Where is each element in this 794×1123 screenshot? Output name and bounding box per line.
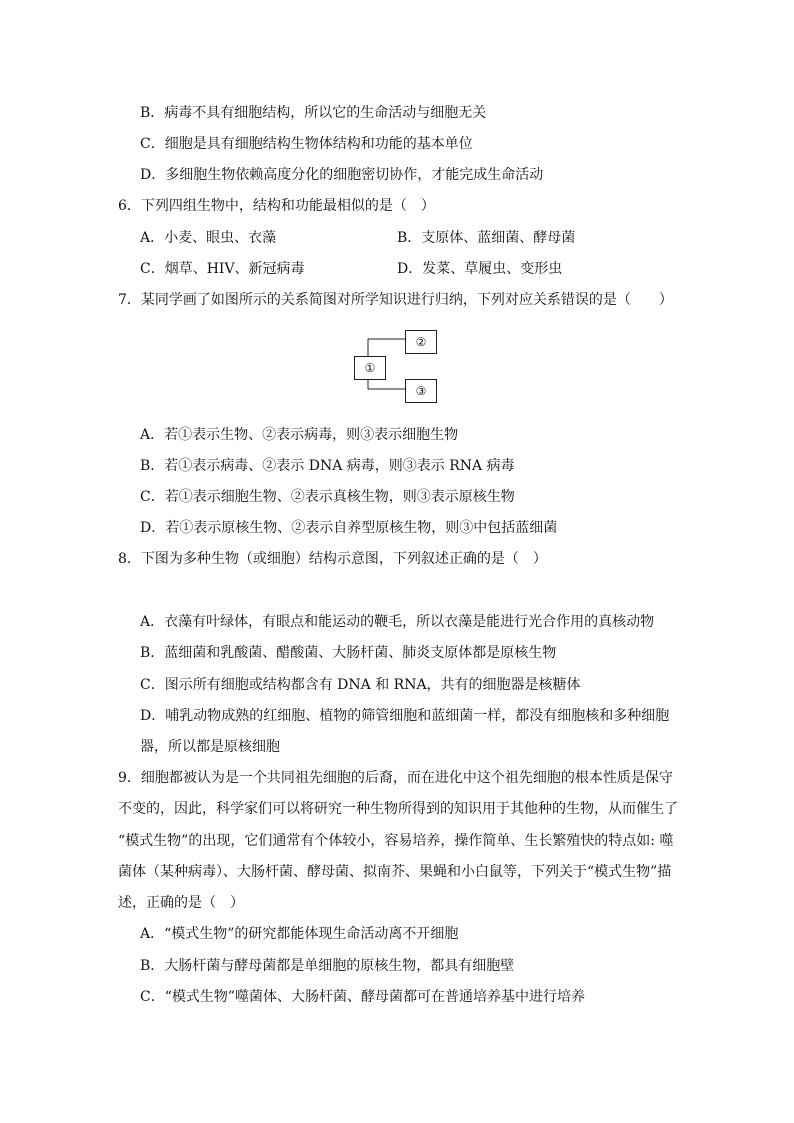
q8-option-d-line1: D．哺乳动物成熟的红细胞、植物的筛管细胞和蓝细菌一样，都没有细胞核和多种细胞 bbox=[140, 708, 670, 724]
q7-option-a: A．若①表示生物、②表示病毒，则③表示细胞生物 bbox=[140, 427, 459, 443]
q6-option-d: D．发菜、草履虫、变形虫 bbox=[397, 261, 563, 277]
q9-option-c: C．“模式生物”噬菌体、大肠杆菌、酵母菌都可在普通培养基中进行培养 bbox=[140, 989, 586, 1005]
q9-stem-line2: 不变的，因此，科学家们可以将研究一种生物所得到的知识用于其他种的生物，从而催生了 bbox=[118, 801, 678, 817]
q5-option-c: C．细胞是具有细胞结构生物体结构和功能的基本单位 bbox=[140, 136, 473, 152]
q7-relation-diagram bbox=[350, 327, 445, 407]
q7-stem: 7．某同学画了如图所示的关系简图对所学知识进行归纳，下列对应关系错误的是（ ） bbox=[118, 292, 673, 308]
q8-option-b: B．蓝细菌和乳酸菌、醋酸菌、大肠杆菌、肺炎支原体都是原核生物 bbox=[140, 645, 557, 661]
q6-stem: 6．下列四组生物中，结构和功能最相似的是（ ） bbox=[118, 198, 435, 214]
q8-option-a: A．衣藻有叶绿体，有眼点和能运动的鞭毛，所以衣藻是能进行光合作用的真核动物 bbox=[140, 614, 655, 630]
q9-stem-line1: 9．细胞都被认为是一个共同祖先细胞的后裔，而在进化中这个祖先细胞的根本性质是保守 bbox=[118, 770, 673, 786]
diagram-box-3: ③ bbox=[405, 379, 437, 403]
q7-option-c: C．若①表示细胞生物、②表示真核生物，则③表示原核生物 bbox=[140, 489, 515, 505]
diagram-box-1: ① bbox=[354, 356, 386, 380]
q9-stem-line5: 述，正确的是（ ） bbox=[118, 895, 244, 911]
q7-option-d: D．若①表示原核生物、②表示自养型原核生物，则③中包括蓝细菌 bbox=[140, 520, 558, 536]
q5-option-b: B．病毒不具有细胞结构，所以它的生命活动与细胞无关 bbox=[140, 105, 487, 121]
q6-option-c: C．烟草、HIV、新冠病毒 bbox=[140, 261, 305, 277]
q8-stem: 8．下图为多种生物（或细胞）结构示意图，下列叙述正确的是（ ） bbox=[118, 551, 547, 567]
q8-option-d-line2: 器，所以都是原核细胞 bbox=[140, 739, 280, 755]
q9-option-b: B．大肠杆菌与酵母菌都是单细胞的原核生物，都具有细胞壁 bbox=[140, 958, 515, 974]
q9-stem-line3: “模式生物”的出现，它们通常有个体较小，容易培养，操作简单、生长繁殖快的特点如: 噬 bbox=[118, 833, 674, 849]
q8-option-c: C．图示所有细胞或结构都含有 DNA 和 RNA，共有的细胞器是核糖体 bbox=[140, 677, 581, 693]
q6-option-a: A．小麦、眼虫、衣藻 bbox=[140, 230, 277, 246]
diagram-box-2: ② bbox=[405, 330, 437, 354]
q9-option-a: A．“模式生物”的研究都能体现生命活动离不开细胞 bbox=[140, 926, 459, 942]
q9-stem-line4: 菌体（某种病毒）、大肠杆菌、酵母菌、拟南芥、果蝇和小白鼠等，下列关于“模式生物”描 bbox=[118, 864, 672, 880]
q6-option-b: B．支原体、蓝细菌、酵母菌 bbox=[397, 230, 576, 246]
q5-option-d: D．多细胞生物依赖高度分化的细胞密切协作，才能完成生命活动 bbox=[140, 167, 544, 183]
q7-option-b: B．若①表示病毒、②表示 DNA 病毒，则③表示 RNA 病毒 bbox=[140, 458, 515, 474]
